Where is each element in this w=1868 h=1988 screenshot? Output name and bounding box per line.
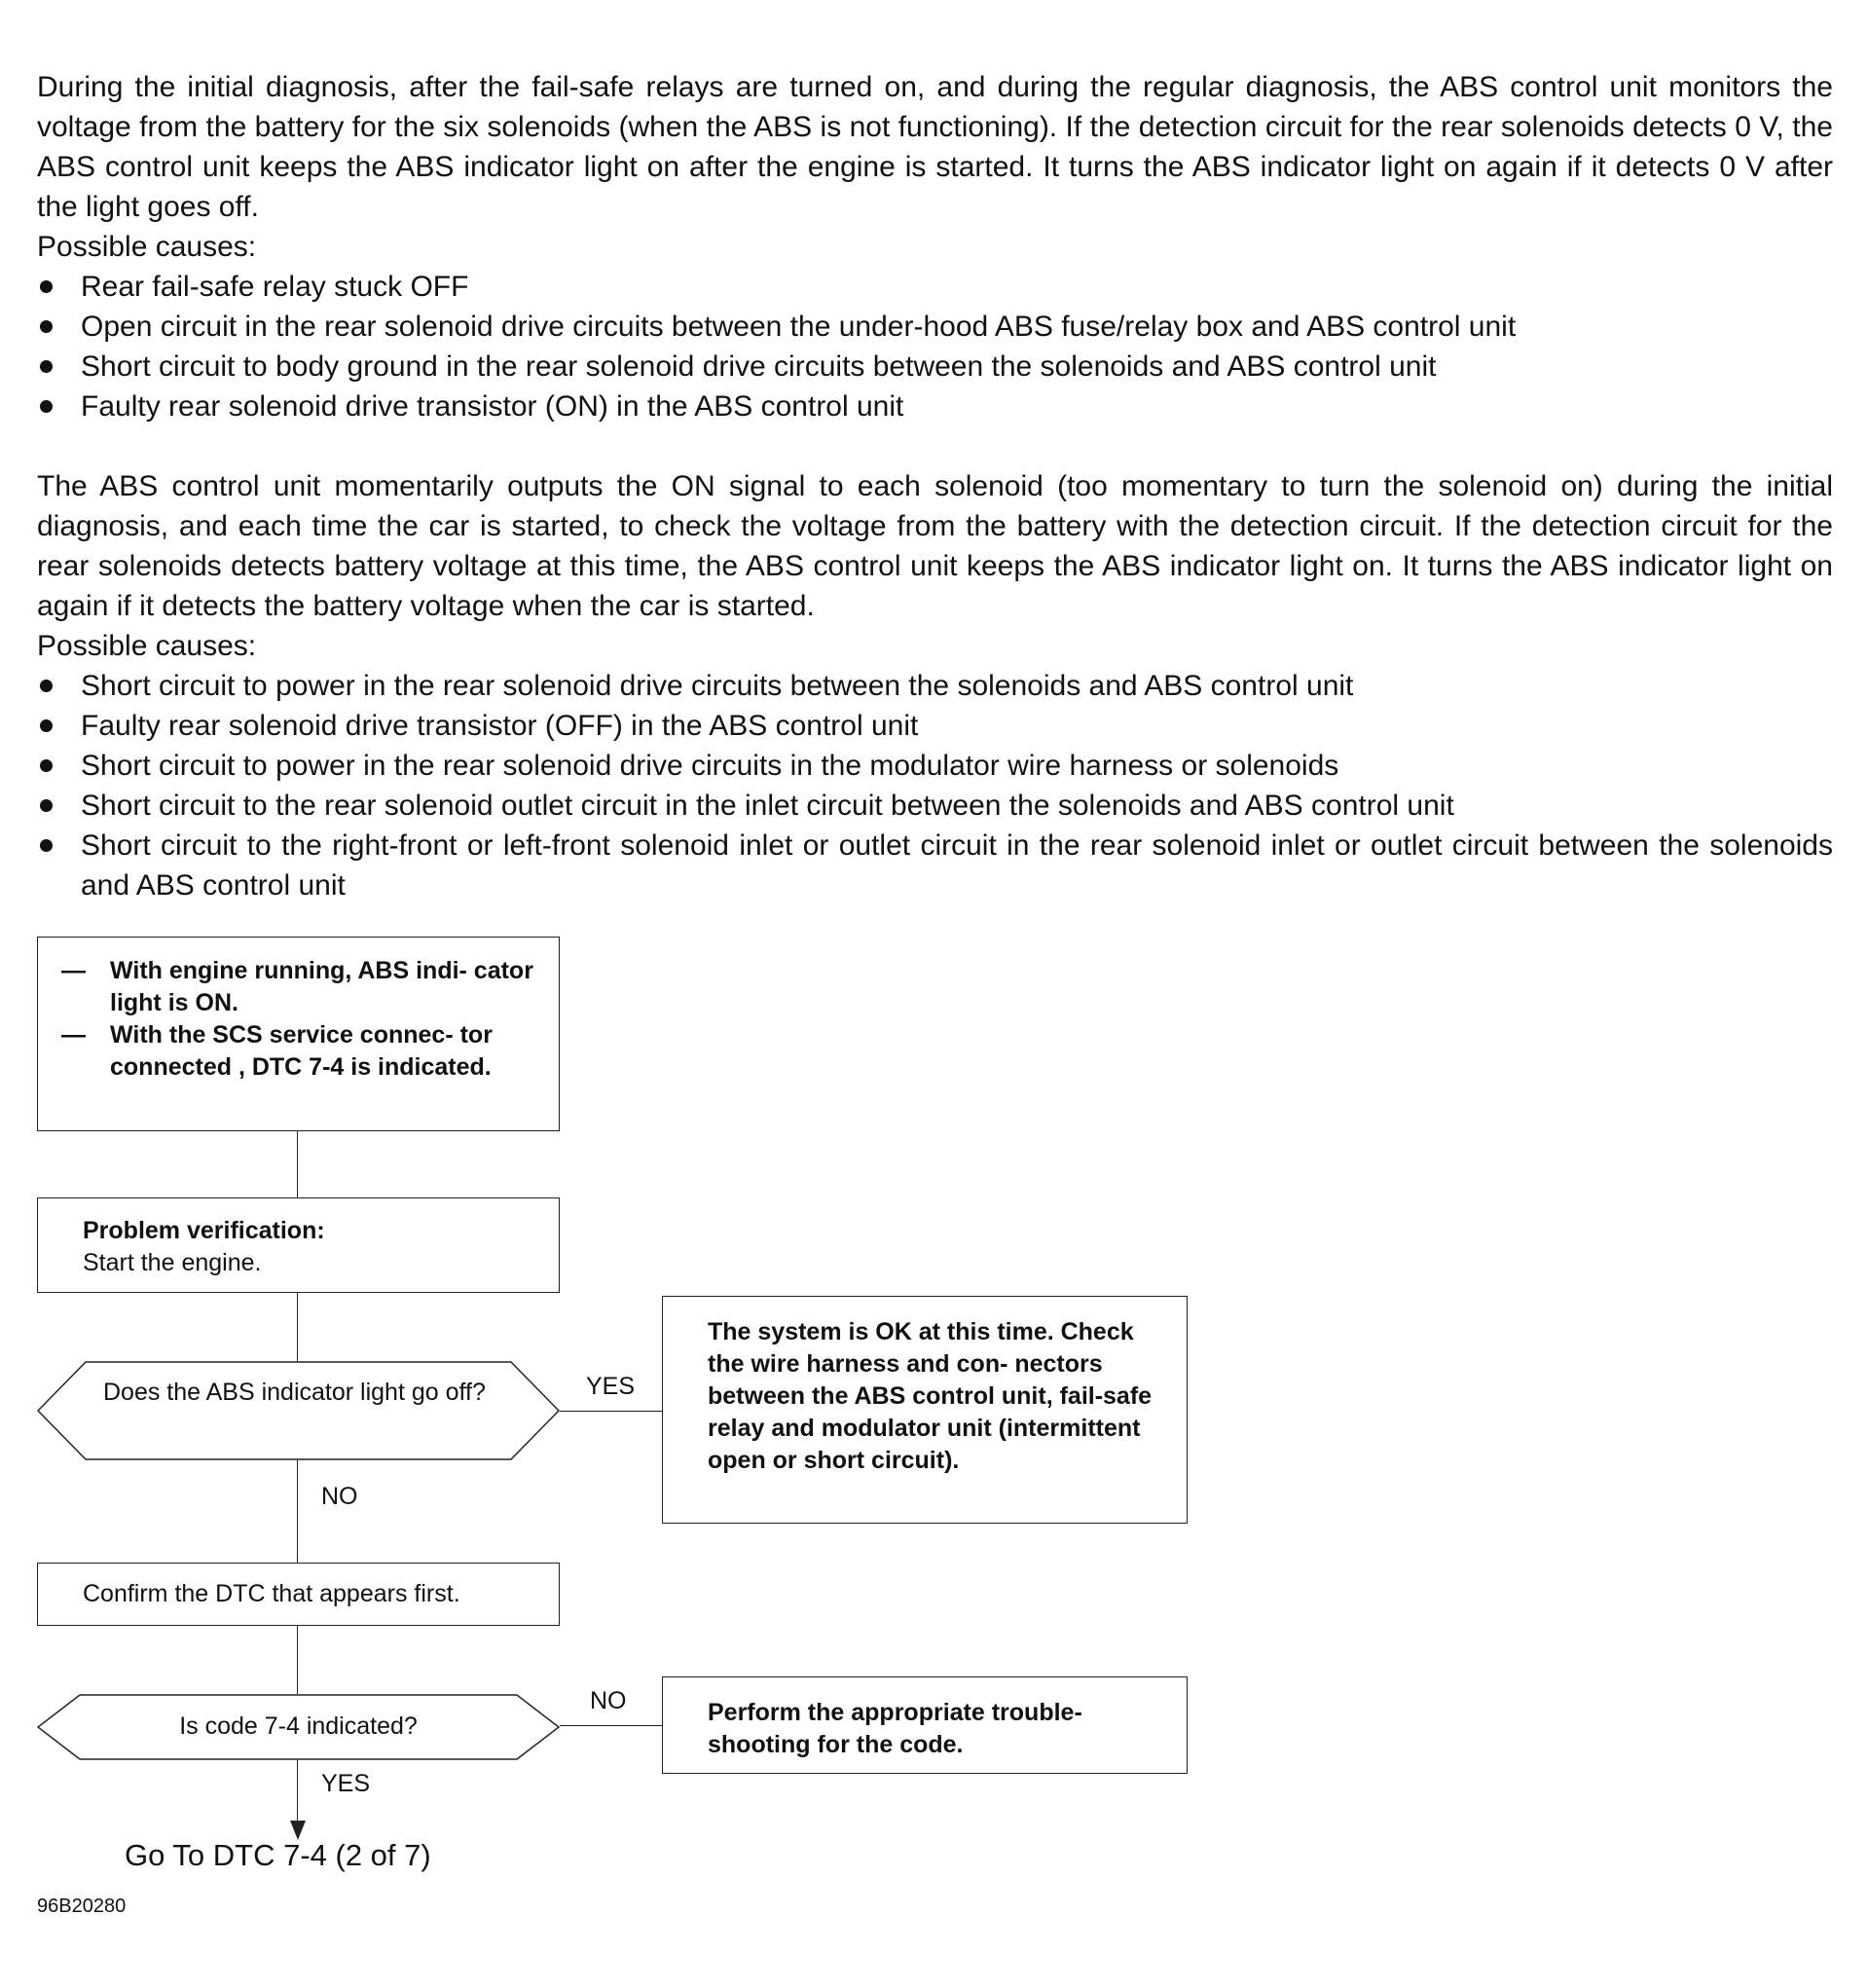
connector-line (297, 1460, 298, 1563)
perform-troubleshooting-box: Perform the appropriate trouble- shooting for the code. (662, 1676, 1188, 1774)
decision-text: Does the ABS indicator light go off? (103, 1379, 486, 1406)
possible-causes-label-1: Possible causes: (37, 231, 257, 263)
symptom-box (37, 937, 560, 1131)
goto-link[interactable]: Go To DTC 7-4 (2 of 7) (125, 1838, 431, 1872)
decision-code-indicated (37, 1694, 560, 1760)
cause-item: Short circuit to power in the rear solenoid drive circuits in the modulator wire harness or solenoids (37, 746, 1833, 786)
bullet-icon (40, 759, 53, 772)
connector-line (297, 1293, 298, 1361)
system-ok-box: The system is OK at this time. Check the wire harness and con- nectors between the ABS control unit, fail-safe relay and modulator unit (intermittent open or short circuit). (662, 1296, 1188, 1524)
cause-item: Short circuit to the rear solenoid outlet circuit in the inlet circuit between the solenoids and ABS control unit (37, 786, 1833, 826)
cause-item: Open circuit in the rear solenoid drive circuits between the under-hood ABS fuse/relay box and ABS control unit (37, 307, 1833, 347)
bullet-icon (40, 320, 53, 333)
connector-line (297, 1626, 298, 1694)
bullet-icon (40, 360, 53, 373)
arrow-line (297, 1760, 298, 1824)
cause-item: Faulty rear solenoid drive transistor (OFF) in the ABS control unit (37, 706, 1833, 746)
no-label: NO (321, 1483, 358, 1510)
verification-text: Start the engine. (83, 1249, 262, 1276)
arrow-down-icon (290, 1821, 306, 1840)
connector-line (560, 1725, 662, 1726)
yes-label: YES (586, 1373, 636, 1400)
bullet-icon (40, 719, 53, 732)
possible-causes-list-2 (37, 666, 1833, 905)
possible-causes-label-2: Possible causes: (37, 630, 257, 662)
figure-code: 96B20280 (37, 1896, 127, 1917)
cause-item: Short circuit to power in the rear solenoid drive circuits between the solenoids and ABS control unit (37, 666, 1833, 706)
intro-paragraph-2: The ABS control unit momentarily outputs the ON signal to each solenoid (too momentary to turn the solenoid on) during the initial diagnosis, and each time the car is started, to check the voltage from the battery with the detection circuit. If the detection circuit for the rear solenoids detects battery voltage at this time, the ABS control unit keeps the ABS indicator light on. It turns the ABS indicator light on again if it detects the battery voltage when the car is started. (37, 470, 1833, 622)
cause-item: Short circuit to the right-front or left-front solenoid inlet or outlet circuit in the rear solenoid inlet or outlet circuit between the solenoids and ABS control unit (37, 826, 1833, 905)
yes-label: YES (321, 1770, 371, 1797)
symptom-item: — With engine running, ABS indi- cator light is ON. (61, 957, 533, 1016)
no-label: NO (590, 1687, 627, 1714)
cause-item: Short circuit to body ground in the rear solenoid drive circuits between the solenoids and ABS control unit (37, 347, 1833, 387)
intro-paragraph-1: During the initial diagnosis, after the fail-safe relays are turned on, and during the regular diagnosis, the ABS control unit monitors the voltage from the battery for the six solenoids (when the ABS is not functioning). If the detection circuit for the rear solenoids detects 0 V, the ABS control unit keeps the ABS indicator light on after the engine is started. It turns the ABS indicator light on again if it detects 0 V after the light goes off. (37, 71, 1833, 223)
symptom-item: — With the SCS service connec- tor connected , DTC 7-4 is indicated. (61, 1021, 493, 1081)
possible-causes-list-1 (37, 267, 1833, 426)
bullet-icon (40, 839, 53, 852)
verification-title: Problem verification: (83, 1217, 325, 1244)
bullet-icon (40, 680, 53, 692)
bullet-icon (40, 400, 53, 413)
cause-item: Rear fail-safe relay stuck OFF (37, 267, 1833, 307)
cause-item: Faulty rear solenoid drive transistor (ON) in the ABS control unit (37, 387, 1833, 426)
decision-light-off (37, 1361, 560, 1460)
verification-box (37, 1197, 560, 1293)
confirm-dtc-box: Confirm the DTC that appears first. (37, 1563, 560, 1626)
connector-line (560, 1411, 662, 1412)
decision-text: Is code 7-4 indicated? (179, 1712, 418, 1740)
bullet-icon (40, 799, 53, 812)
connector-line (297, 1131, 298, 1197)
bullet-icon (40, 280, 53, 293)
